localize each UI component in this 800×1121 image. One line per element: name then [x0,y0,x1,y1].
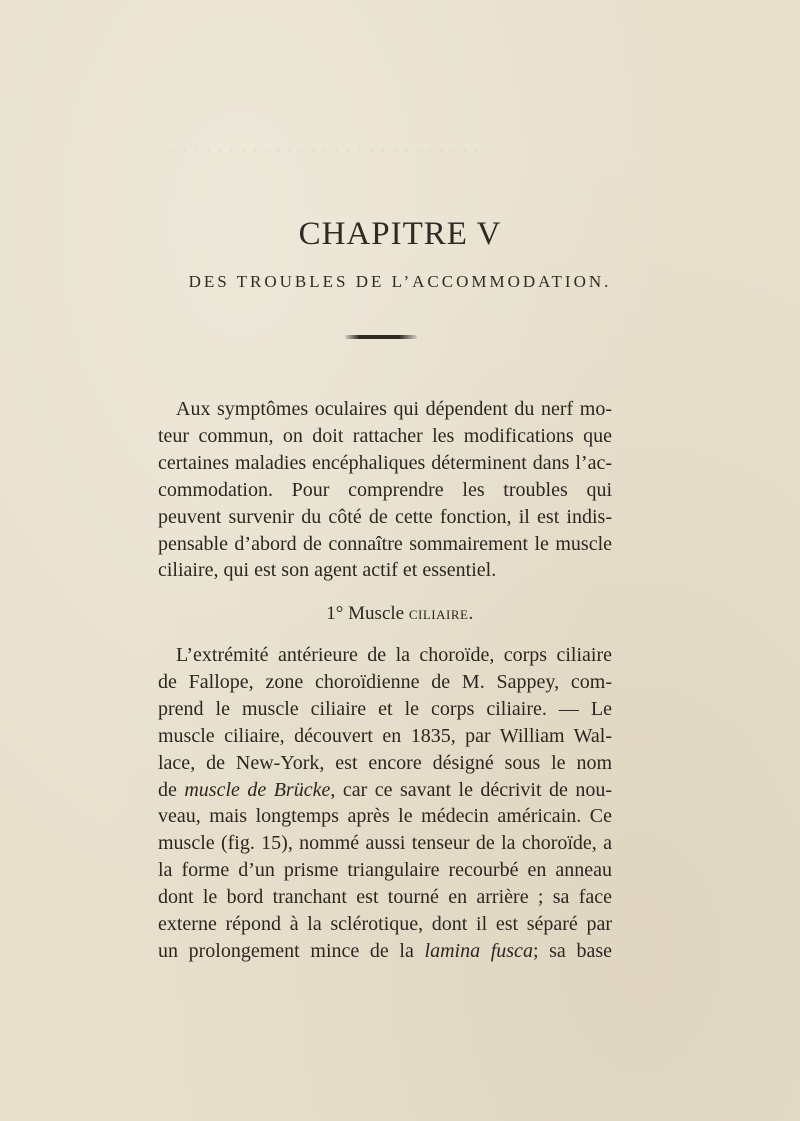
text-line: de Fallope, zone choroïdienne de M. Sappey, com- [158,670,612,693]
text-line: un prolongement mince de la lamina fusca; sa base [158,939,612,962]
bleed-through-text: · · · · · · · · · · · · · · · · · · · · · · · · · · · · [170,140,492,162]
text-line: certaines maladies encéphaliques déterminent dans l’ac- [158,451,612,474]
text-line: muscle ciliaire, découvert en 1835, par William Wal- [158,724,612,747]
text-line: dont le bord tranchant est tourné en arrière ; sa face [158,886,612,909]
text-line: Aux symptômes oculaires qui dépendent du nerf mo- [176,398,612,420]
text-line: prend le muscle ciliaire et le corps ciliaire. — Le [158,697,612,720]
text-line: teur commun, on doit rattacher les modifications que [158,424,612,447]
section-heading [0,603,800,625]
section-title-rest: ciliaire. [408,603,474,624]
text-line: pensable d’abord de connaître sommairement le muscle [158,532,612,555]
text-line: externe répond à la sclérotique, dont il est séparé par [158,913,612,936]
text-line: la forme d’un prisme triangulaire recourbé en anneau [158,859,612,882]
text-line: de muscle de Brücke, car ce savant le décrivit de nou- [158,778,612,801]
ornament-rule [345,335,417,339]
chapter-subtitle: DES TROUBLES DE L’ACCOMMODATION. [188,272,612,291]
text-line: veau, mais longtemps après le médecin américain. Ce [158,805,612,828]
text-line: muscle (fig. 15), nommé aussi tenseur de la choroïde, a [158,832,612,855]
paragraph-muscle-ciliaire [158,642,612,965]
section-number: 1° [326,603,344,624]
paragraph-intro [158,396,612,584]
section-title-first: Muscle [348,603,405,624]
text-line: lace, de New-York, est encore désigné sous le nom [158,751,612,774]
text-line: ciliaire, qui est son agent actif et essentiel. [158,559,497,582]
text-line: commodation. Pour comprendre les troubles qui [158,478,612,501]
text-line: peuvent survenir du côté de cette fonction, il est indis- [158,505,612,528]
chapter-title: CHAPITRE V [298,216,502,252]
text-line: L’extrémité antérieure de la choroïde, corps ciliaire [176,644,612,666]
